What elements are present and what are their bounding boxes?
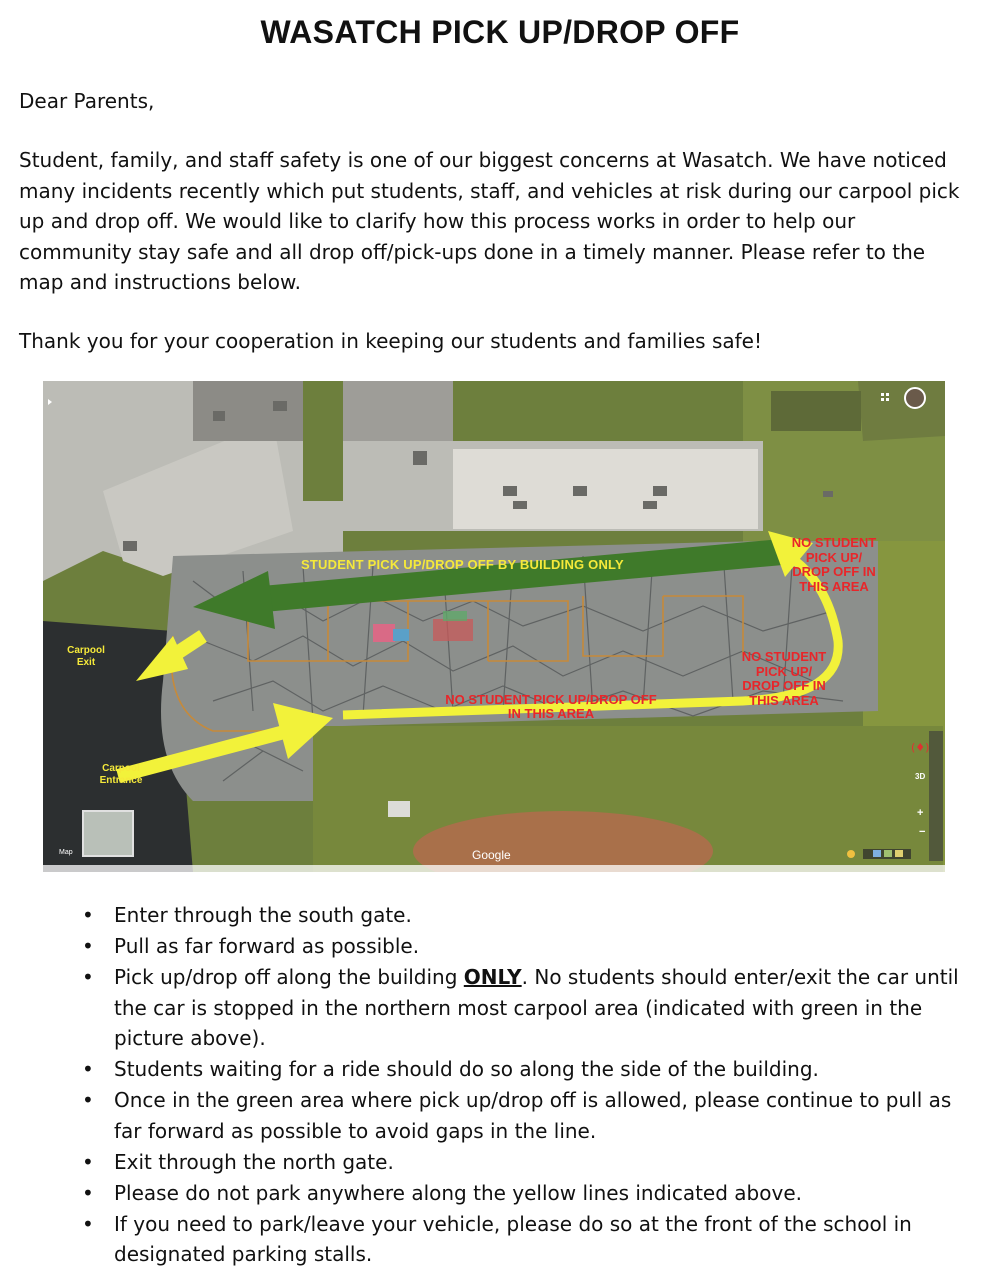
instruction-item: • Students waiting for a ride should do so along the side of the building. (82, 1054, 982, 1085)
carpool-exit-label (61, 645, 111, 669)
greeting: Dear Parents, (19, 89, 155, 113)
zoom-out-button[interactable]: − (919, 826, 926, 838)
3d-toggle-button[interactable]: 3D (915, 772, 926, 781)
instruction-item: • Exit through the north gate. (82, 1147, 982, 1178)
instruction-item: • Please do not park anywhere along the yellow lines indicated above. (82, 1178, 982, 1209)
carpool-exit-line-2: Exit (76, 657, 96, 668)
zoom-in-button[interactable]: + (917, 807, 924, 819)
no-pickup-top-line-2: PICK UP/ (805, 549, 863, 565)
instruction-item: • Once in the green area where pick up/drop off is allowed, please continue to pull as far forward as possible to avoid gaps in the line. (82, 1085, 982, 1146)
thanks-paragraph: Thank you for your cooperation in keeping our students and families safe! (19, 329, 762, 353)
intro-paragraph: Student, family, and staff safety is one of our biggest concerns at Wasatch. We have noticed many incidents recently which put students, staff, and vehicles at risk during our carpool pick up and drop off. We would like to clarify how this process works in order to help our community stay safe and all drop off/pick-ups done in a timely manner. Please refer to the map and instructions below. (19, 148, 960, 294)
no-pickup-top-line-1: NO STUDENT (791, 535, 877, 550)
carpool-entrance-line-1: Carpool (102, 763, 140, 774)
instruction-item (82, 962, 982, 1054)
aerial-map-image (43, 381, 945, 872)
page-title: WASATCH PICK UP/DROP OFF (260, 14, 740, 50)
instruction-text-pre: Pick up/drop off along the building (114, 965, 464, 989)
no-pickup-right-line-1: NO STUDENT (741, 649, 827, 664)
no-pickup-right-line-4: THIS AREA (749, 692, 819, 708)
no-pickup-top-line-4: THIS AREA (799, 578, 869, 594)
aerial-map[interactable] (43, 381, 945, 872)
carpool-entrance-line-2: Entrance (99, 775, 143, 786)
map-view-button[interactable]: Map (59, 849, 73, 856)
instruction-text-post: . No students should enter/exit the car until the car is stopped in the northern most carpool area (indicated with green in the picture above). (114, 965, 959, 1050)
instructions-list (82, 900, 982, 1270)
green-zone-label: STUDENT PICK UP/DROP OFF BY BUILDING ONLY (301, 557, 624, 572)
no-pickup-center-line-1: NO STUDENT PICK UP/DROP OFF (445, 692, 657, 707)
carpool-entrance-label (91, 763, 151, 787)
no-pickup-right-label (726, 650, 842, 708)
instruction-item: • Pull as far forward as possible. (82, 931, 982, 962)
emphasis-only: ONLY (463, 965, 522, 989)
no-pickup-center-line-2: IN THIS AREA (507, 706, 595, 721)
instruction-item: • Enter through the south gate. (82, 900, 982, 931)
no-pickup-center-label (401, 693, 701, 721)
instruction-item: • If you need to park/leave your vehicle, please do so at the front of the school in designated parking stalls. (82, 1209, 982, 1270)
no-pickup-right-line-3: DROP OFF IN (742, 678, 826, 693)
no-pickup-top-label (776, 536, 892, 594)
no-pickup-top-line-3: DROP OFF IN (792, 564, 876, 579)
google-logo: Google (472, 848, 511, 862)
carpool-exit-line-1: Carpool (67, 645, 105, 656)
no-pickup-right-line-2: PICK UP/ (755, 663, 813, 679)
compass-icon[interactable]: (♦) (911, 741, 930, 754)
